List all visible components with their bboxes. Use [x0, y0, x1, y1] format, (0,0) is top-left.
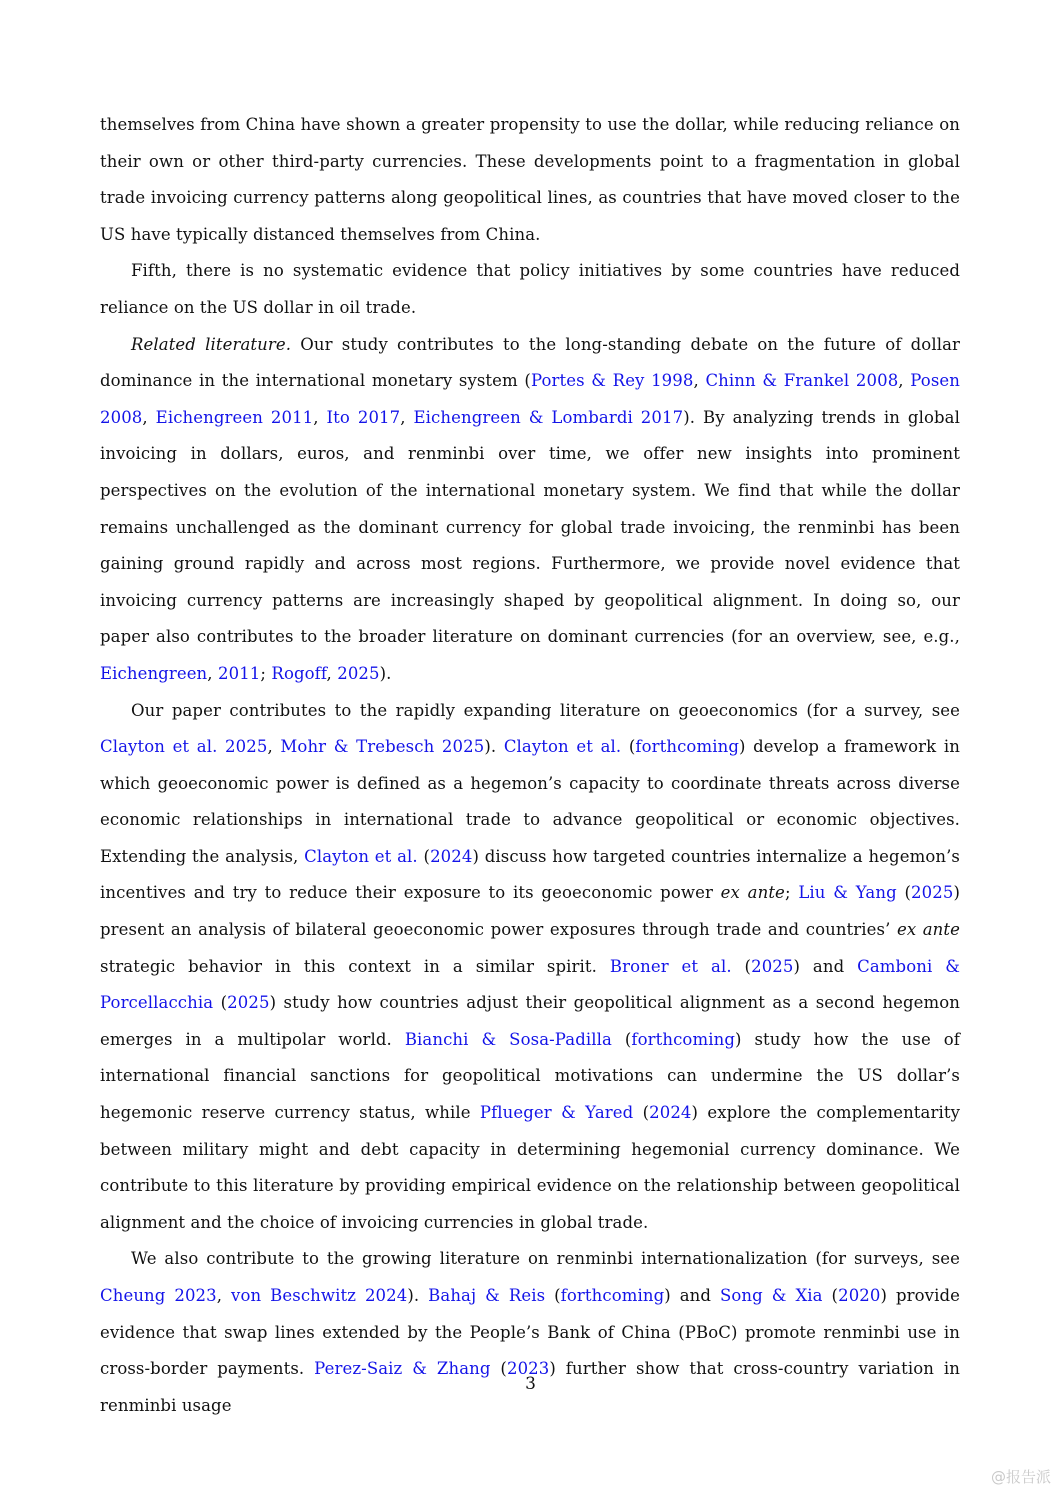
text-run: ,: [207, 663, 218, 683]
citation-link[interactable]: 2011: [218, 663, 261, 683]
text-run: ,: [400, 407, 414, 427]
paragraph: [100, 693, 960, 1242]
citation-link[interactable]: Broner et al.: [609, 956, 732, 976]
citation-link[interactable]: 2025: [751, 956, 794, 976]
citation-link[interactable]: Chinn & Frankel 2008: [705, 371, 899, 391]
text-run: ) discuss how targeted countries internalize a hegemon’s incentives and try to reduce their exposure to its geoeconomic power: [100, 846, 960, 903]
text-run: themselves from China have shown a greater propensity to use the dollar, while reducing reliance on their own or other third-party currencies. These developments point to a fragmentation in global trade invoicing currency patterns along geopolitical lines, as countries that have moved closer to the US have typically distanced themselves from China.: [100, 115, 960, 244]
italic-text: Related literature.: [131, 334, 292, 354]
text-run: (: [213, 993, 228, 1013]
text-run: ).: [407, 1286, 429, 1305]
text-run: ) and: [793, 956, 858, 976]
citation-link[interactable]: Perez-Saiz & Zhang: [314, 1359, 491, 1379]
text-run: ;: [260, 663, 272, 683]
citation-link[interactable]: forthcoming: [560, 1286, 665, 1305]
text-run: (: [611, 1029, 632, 1049]
citation-link[interactable]: Eichengreen & Lombardi 2017: [413, 407, 684, 427]
paragraph: [100, 327, 960, 693]
text-run: Our paper contributes to the rapidly expanding literature on geoeconomics (for a survey, see: [131, 700, 960, 720]
text-run: (: [731, 956, 752, 976]
citation-link[interactable]: forthcoming: [631, 1029, 735, 1049]
text-run: (: [490, 1359, 507, 1379]
citation-link[interactable]: Clayton et al.: [304, 846, 418, 866]
citation-link[interactable]: 2024: [430, 846, 473, 866]
text-run: ) study how countries adjust their geopolitical alignment as a second hegemon emerges in a multipolar world.: [100, 993, 960, 1049]
citation-link[interactable]: Mohr & Trebesch 2025: [280, 737, 485, 757]
citation-link[interactable]: Song & Xia: [719, 1286, 823, 1305]
page-number: 3: [525, 1374, 536, 1394]
document-body: [100, 107, 960, 1424]
watermark: @报告派: [990, 1468, 1051, 1486]
text-run: (: [621, 737, 636, 757]
citation-link[interactable]: Clayton et al. 2025: [100, 737, 268, 757]
italic-text: ex ante: [720, 883, 785, 903]
citation-link[interactable]: 2020: [838, 1286, 881, 1305]
citation-link[interactable]: Bahaj & Reis: [428, 1286, 546, 1305]
text-run: ) provide evidence that swap lines extended by the People’s Bank of China (PBoC) promote renminbi use in cross-border payments.: [100, 1286, 960, 1379]
citation-link[interactable]: Cheung 2023: [100, 1286, 217, 1305]
citation-link[interactable]: Liu & Yang: [798, 883, 897, 903]
text-run: ) explore the complementarity between military might and debt capacity in determining hegemonial currency dominance. We contribute to this literature by providing empirical evidence on the relationship between geopolitical alignment and the choice of invoicing currencies in global trade.: [100, 1103, 960, 1232]
citation-link[interactable]: Camboni & Porcellacchia: [100, 956, 960, 1013]
citation-link[interactable]: Eichengreen: [100, 663, 208, 683]
text-run: ).: [484, 737, 504, 757]
text-run: ,: [693, 371, 706, 391]
text-run: (: [896, 883, 912, 903]
citation-link[interactable]: Rogoff: [271, 663, 327, 683]
paragraph: [100, 1241, 960, 1424]
text-run: ). By analyzing trends in global invoicing in dollars, euros, and renminbi over time, we offer new insights into prominent perspectives on the evolution of the international monetary system. We find that while the dollar remains unchallenged as the dominant currency for global trade invoicing, the renminbi has been gaining ground rapidly and across most regions. Furthermore, we provide novel evidence that invoicing currency patterns are increasingly shaped by geopolitical alignment. In doing so, our paper also contributes to the broader literature on dominant currencies (for an overview, see, e.g.,: [100, 407, 960, 647]
citation-link[interactable]: 2023: [506, 1359, 550, 1379]
text-run: ,: [898, 371, 911, 391]
citation-link[interactable]: Portes & Rey 1998: [530, 371, 694, 391]
italic-text: ex ante: [896, 920, 960, 940]
citation-link[interactable]: Pflueger & Yared: [479, 1103, 634, 1123]
citation-link[interactable]: 2024: [649, 1103, 692, 1123]
citation-link[interactable]: von Beschwitz 2024: [231, 1286, 408, 1305]
text-run: ;: [784, 883, 799, 903]
paragraph: [100, 107, 960, 253]
citation-link[interactable]: Bianchi & Sosa-Padilla: [404, 1029, 612, 1049]
paragraph: [100, 253, 960, 326]
text-run: ) study how the use of international financial sanctions for geopolitical motivations can undermine the US dollar’s hegemonic reserve currency status, while: [100, 1029, 960, 1123]
text-run: ,: [216, 1286, 232, 1305]
citation-link[interactable]: Posen 2008: [100, 371, 960, 427]
text-run: ,: [267, 737, 281, 757]
text-run: We also contribute to the growing literature on renminbi internationalization (for surveys, see: [131, 1249, 960, 1269]
citation-link[interactable]: 2025: [337, 663, 380, 683]
text-run: Fifth, there is no systematic evidence that policy initiatives by some countries have reduced reliance on the US dollar in oil trade.: [100, 261, 960, 317]
citation-link[interactable]: 2025: [227, 993, 270, 1013]
text-run: (: [417, 846, 431, 866]
citation-link[interactable]: 2025: [911, 883, 954, 903]
text-run: ) further show that cross-country variation in renminbi usage: [100, 1359, 960, 1415]
text-run: ,: [313, 407, 327, 427]
text-run: strategic behavior in this context in a similar spirit.: [100, 956, 610, 976]
text-run: (: [545, 1286, 561, 1305]
citation-link[interactable]: Clayton et al.: [503, 737, 622, 757]
citation-link[interactable]: forthcoming: [635, 737, 739, 757]
text-run: (: [822, 1286, 839, 1305]
text-run: ) develop a framework in which geoeconomic power is defined as a hegemon’s capacity to coordinate threats across diverse economic relationships in international trade to advance geopolitical or economic objectives. Extending the analysis,: [100, 737, 960, 866]
text-run: ) and: [664, 1286, 720, 1305]
text-run: ).: [379, 663, 392, 683]
text-run: Our study contributes to the long-standing debate on the future of dollar dominance in the international monetary system (: [100, 334, 961, 391]
text-run: ) present an analysis of bilateral geoeconomic power exposures through trade and countries’: [100, 883, 960, 940]
citation-link[interactable]: Ito 2017: [326, 407, 401, 427]
text-run: ,: [326, 663, 338, 683]
text-run: ,: [142, 407, 156, 427]
text-run: (: [633, 1103, 650, 1123]
citation-link[interactable]: Eichengreen 2011: [155, 407, 314, 427]
